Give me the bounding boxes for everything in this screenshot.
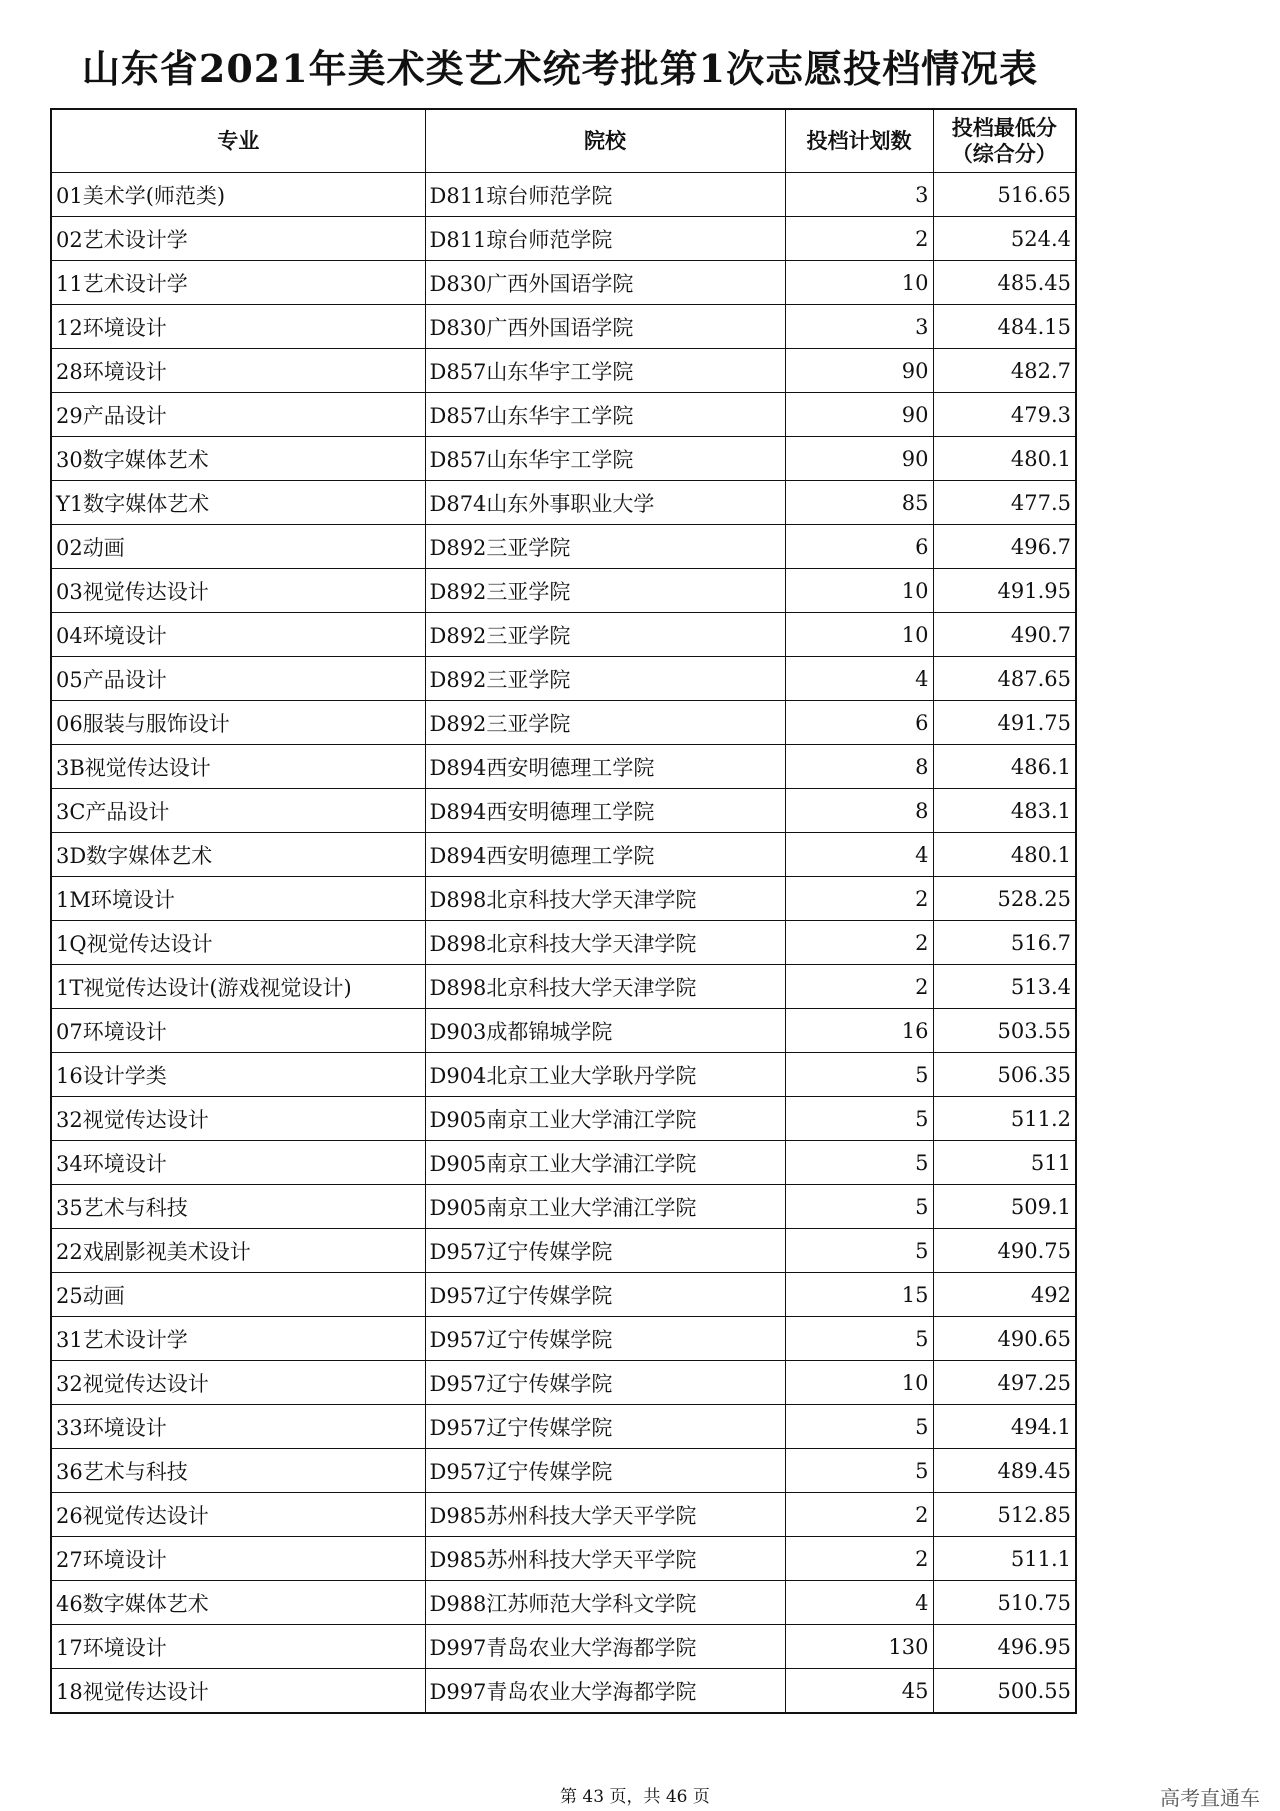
table-row — [51, 1097, 1076, 1141]
table-row — [51, 701, 1076, 745]
cell-plan: 5 — [785, 1097, 933, 1141]
cell-school: D857山东华宇工学院 — [425, 437, 785, 481]
cell-min-score: 510.75 — [933, 1581, 1076, 1625]
cell-major: 1M环境设计 — [51, 877, 425, 921]
cell-plan: 2 — [785, 217, 933, 261]
table-row — [51, 833, 1076, 877]
cell-major: 1T视觉传达设计(游戏视觉设计) — [51, 965, 425, 1009]
cell-school: D874山东外事职业大学 — [425, 481, 785, 525]
watermark-text: 高考直通车 — [1160, 1786, 1260, 1810]
cell-school: D857山东华宇工学院 — [425, 349, 785, 393]
cell-min-score: 516.7 — [933, 921, 1076, 965]
cell-major: 01美术学(师范类) — [51, 173, 425, 217]
cell-min-score: 503.55 — [933, 1009, 1076, 1053]
cell-major: 06服装与服饰设计 — [51, 701, 425, 745]
cell-school: D892三亚学院 — [425, 525, 785, 569]
cell-plan: 90 — [785, 393, 933, 437]
cell-major: 12环境设计 — [51, 305, 425, 349]
cell-plan: 2 — [785, 921, 933, 965]
cell-school: D997青岛农业大学海都学院 — [425, 1669, 785, 1714]
cell-min-score: 528.25 — [933, 877, 1076, 921]
admission-table — [50, 108, 1077, 1714]
cell-school: D898北京科技大学天津学院 — [425, 877, 785, 921]
cell-min-score: 490.65 — [933, 1317, 1076, 1361]
cell-major: 29产品设计 — [51, 393, 425, 437]
cell-school: D894西安明德理工学院 — [425, 833, 785, 877]
cell-school: D892三亚学院 — [425, 701, 785, 745]
table-row — [51, 1317, 1076, 1361]
cell-min-score: 480.1 — [933, 437, 1076, 481]
table-row — [51, 217, 1076, 261]
table-row — [51, 613, 1076, 657]
cell-plan: 5 — [785, 1185, 933, 1229]
table-row — [51, 569, 1076, 613]
cell-school: D985苏州科技大学天平学院 — [425, 1493, 785, 1537]
cell-plan: 4 — [785, 1581, 933, 1625]
table-row — [51, 349, 1076, 393]
table-row — [51, 1009, 1076, 1053]
table-row — [51, 393, 1076, 437]
cell-plan: 5 — [785, 1053, 933, 1097]
cell-plan: 5 — [785, 1141, 933, 1185]
cell-major: 04环境设计 — [51, 613, 425, 657]
cell-min-score: 491.75 — [933, 701, 1076, 745]
table-row — [51, 921, 1076, 965]
cell-school: D957辽宁传媒学院 — [425, 1273, 785, 1317]
cell-plan: 85 — [785, 481, 933, 525]
cell-school: D988江苏师范大学科文学院 — [425, 1581, 785, 1625]
table-row — [51, 1273, 1076, 1317]
cell-school: D898北京科技大学天津学院 — [425, 965, 785, 1009]
cell-min-score: 524.4 — [933, 217, 1076, 261]
table-row — [51, 305, 1076, 349]
table-row — [51, 657, 1076, 701]
cell-school: D957辽宁传媒学院 — [425, 1361, 785, 1405]
cell-min-score: 516.65 — [933, 173, 1076, 217]
cell-major: Y1数字媒体艺术 — [51, 481, 425, 525]
cell-min-score: 489.45 — [933, 1449, 1076, 1493]
cell-school: D857山东华宇工学院 — [425, 393, 785, 437]
cell-plan: 4 — [785, 833, 933, 877]
table-row — [51, 1229, 1076, 1273]
cell-plan: 3 — [785, 305, 933, 349]
cell-major: 1Q视觉传达设计 — [51, 921, 425, 965]
cell-school: D903成都锦城学院 — [425, 1009, 785, 1053]
cell-school: D905南京工业大学浦江学院 — [425, 1141, 785, 1185]
cell-min-score: 479.3 — [933, 393, 1076, 437]
cell-plan: 6 — [785, 525, 933, 569]
table-row — [51, 1625, 1076, 1669]
cell-plan: 4 — [785, 657, 933, 701]
cell-min-score: 484.15 — [933, 305, 1076, 349]
cell-school: D830广西外国语学院 — [425, 261, 785, 305]
table-row — [51, 1537, 1076, 1581]
cell-min-score: 482.7 — [933, 349, 1076, 393]
cell-school: D957辽宁传媒学院 — [425, 1405, 785, 1449]
cell-major: 02艺术设计学 — [51, 217, 425, 261]
cell-major: 17环境设计 — [51, 1625, 425, 1669]
cell-min-score: 500.55 — [933, 1669, 1076, 1714]
cell-school: D894西安明德理工学院 — [425, 745, 785, 789]
cell-plan: 2 — [785, 1493, 933, 1537]
cell-major: 31艺术设计学 — [51, 1317, 425, 1361]
cell-plan: 10 — [785, 1361, 933, 1405]
cell-school: D905南京工业大学浦江学院 — [425, 1185, 785, 1229]
cell-plan: 90 — [785, 437, 933, 481]
cell-min-score: 491.95 — [933, 569, 1076, 613]
cell-major: 25动画 — [51, 1273, 425, 1317]
cell-plan: 8 — [785, 789, 933, 833]
table-row — [51, 481, 1076, 525]
cell-school: D811琼台师范学院 — [425, 217, 785, 261]
cell-min-score: 509.1 — [933, 1185, 1076, 1229]
cell-min-score: 513.4 — [933, 965, 1076, 1009]
table-row — [51, 1581, 1076, 1625]
cell-major: 28环境设计 — [51, 349, 425, 393]
cell-plan: 2 — [785, 877, 933, 921]
header-min-score-line1: 投档最低分 — [951, 115, 1057, 140]
table-row — [51, 745, 1076, 789]
table-row — [51, 173, 1076, 217]
cell-major: 03视觉传达设计 — [51, 569, 425, 613]
table-row — [51, 525, 1076, 569]
table-row — [51, 1141, 1076, 1185]
page-number: 第 43 页，共 46 页 — [560, 1787, 710, 1807]
cell-school: D892三亚学院 — [425, 613, 785, 657]
page-title: 山东省2021年美术类艺术统考批第1次志愿投档情况表 — [81, 46, 1039, 91]
cell-min-score: 490.75 — [933, 1229, 1076, 1273]
cell-major: 18视觉传达设计 — [51, 1669, 425, 1714]
cell-plan: 8 — [785, 745, 933, 789]
cell-school: D830广西外国语学院 — [425, 305, 785, 349]
cell-major: 02动画 — [51, 525, 425, 569]
cell-min-score: 485.45 — [933, 261, 1076, 305]
table-row — [51, 1449, 1076, 1493]
cell-school: D894西安明德理工学院 — [425, 789, 785, 833]
cell-major: 26视觉传达设计 — [51, 1493, 425, 1537]
cell-plan: 130 — [785, 1625, 933, 1669]
cell-major: 30数字媒体艺术 — [51, 437, 425, 481]
cell-min-score: 480.1 — [933, 833, 1076, 877]
cell-plan: 6 — [785, 701, 933, 745]
cell-major: 05产品设计 — [51, 657, 425, 701]
cell-min-score: 496.7 — [933, 525, 1076, 569]
cell-min-score: 492 — [933, 1273, 1076, 1317]
cell-plan: 2 — [785, 1537, 933, 1581]
table-row — [51, 1053, 1076, 1097]
cell-min-score: 487.65 — [933, 657, 1076, 701]
cell-major: 11艺术设计学 — [51, 261, 425, 305]
cell-plan: 90 — [785, 349, 933, 393]
cell-min-score: 486.1 — [933, 745, 1076, 789]
cell-major: 16设计学类 — [51, 1053, 425, 1097]
cell-school: D957辽宁传媒学院 — [425, 1449, 785, 1493]
table-row — [51, 1405, 1076, 1449]
cell-plan: 5 — [785, 1449, 933, 1493]
table-body — [51, 173, 1076, 1714]
cell-min-score: 494.1 — [933, 1405, 1076, 1449]
table-header-row — [51, 109, 1076, 173]
cell-min-score: 506.35 — [933, 1053, 1076, 1097]
header-min-score-line2: （综合分） — [951, 141, 1057, 166]
cell-major: 27环境设计 — [51, 1537, 425, 1581]
cell-plan: 15 — [785, 1273, 933, 1317]
cell-plan: 10 — [785, 569, 933, 613]
cell-major: 46数字媒体艺术 — [51, 1581, 425, 1625]
cell-plan: 16 — [785, 1009, 933, 1053]
cell-plan: 5 — [785, 1317, 933, 1361]
cell-school: D957辽宁传媒学院 — [425, 1317, 785, 1361]
table-row — [51, 1669, 1076, 1714]
cell-min-score: 511.2 — [933, 1097, 1076, 1141]
table-row — [51, 1493, 1076, 1537]
cell-major: 22戏剧影视美术设计 — [51, 1229, 425, 1273]
header-school: 院校 — [425, 109, 785, 173]
cell-min-score: 490.7 — [933, 613, 1076, 657]
cell-school: D997青岛农业大学海都学院 — [425, 1625, 785, 1669]
cell-major: 36艺术与科技 — [51, 1449, 425, 1493]
cell-major: 35艺术与科技 — [51, 1185, 425, 1229]
cell-major: 3B视觉传达设计 — [51, 745, 425, 789]
cell-min-score: 511.1 — [933, 1537, 1076, 1581]
cell-school: D892三亚学院 — [425, 657, 785, 701]
cell-plan: 10 — [785, 261, 933, 305]
cell-school: D985苏州科技大学天平学院 — [425, 1537, 785, 1581]
table-row — [51, 261, 1076, 305]
cell-min-score: 497.25 — [933, 1361, 1076, 1405]
cell-major: 32视觉传达设计 — [51, 1097, 425, 1141]
cell-major: 07环境设计 — [51, 1009, 425, 1053]
cell-min-score: 483.1 — [933, 789, 1076, 833]
cell-major: 3D数字媒体艺术 — [51, 833, 425, 877]
table-row — [51, 437, 1076, 481]
table-row — [51, 789, 1076, 833]
cell-school: D898北京科技大学天津学院 — [425, 921, 785, 965]
cell-major: 34环境设计 — [51, 1141, 425, 1185]
cell-school: D892三亚学院 — [425, 569, 785, 613]
cell-school: D905南京工业大学浦江学院 — [425, 1097, 785, 1141]
table-row — [51, 877, 1076, 921]
cell-min-score: 511 — [933, 1141, 1076, 1185]
cell-major: 33环境设计 — [51, 1405, 425, 1449]
table-row — [51, 965, 1076, 1009]
cell-min-score: 477.5 — [933, 481, 1076, 525]
cell-min-score: 512.85 — [933, 1493, 1076, 1537]
cell-major: 32视觉传达设计 — [51, 1361, 425, 1405]
cell-min-score: 496.95 — [933, 1625, 1076, 1669]
cell-plan: 45 — [785, 1669, 933, 1714]
cell-plan: 5 — [785, 1405, 933, 1449]
header-plan: 投档计划数 — [785, 109, 933, 173]
cell-plan: 10 — [785, 613, 933, 657]
cell-school: D811琼台师范学院 — [425, 173, 785, 217]
cell-plan: 3 — [785, 173, 933, 217]
cell-school: D957辽宁传媒学院 — [425, 1229, 785, 1273]
header-major: 专业 — [51, 109, 425, 173]
cell-plan: 5 — [785, 1229, 933, 1273]
cell-school: D904北京工业大学耿丹学院 — [425, 1053, 785, 1097]
header-min-score — [933, 109, 1076, 173]
table-row — [51, 1185, 1076, 1229]
cell-plan: 2 — [785, 965, 933, 1009]
cell-major: 3C产品设计 — [51, 789, 425, 833]
table-row — [51, 1361, 1076, 1405]
